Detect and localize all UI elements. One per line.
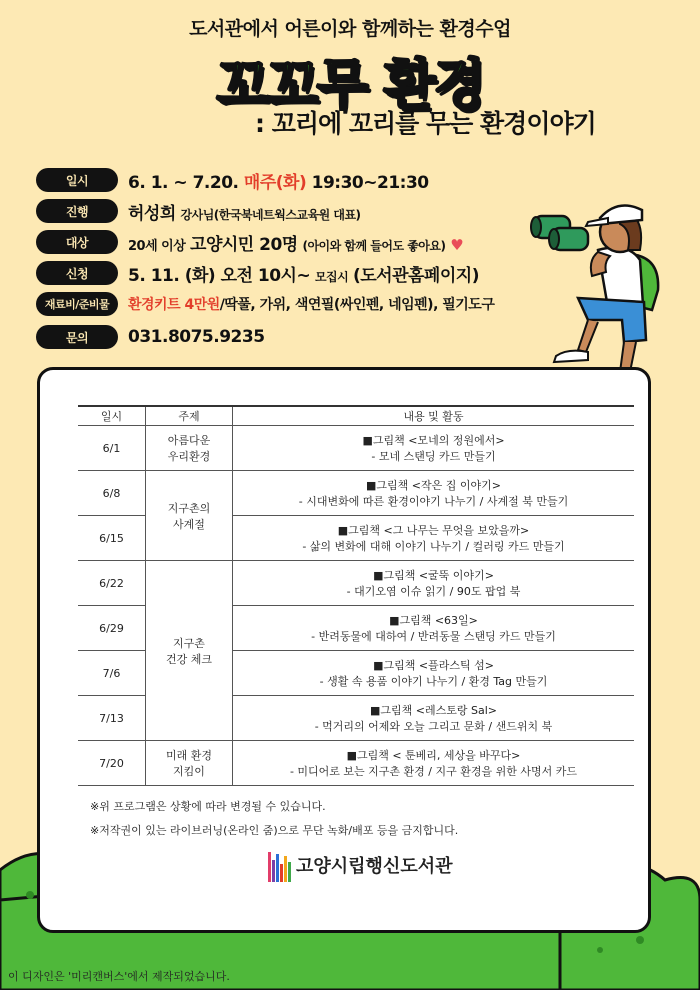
row-activity: - 모네 스탠딩 카드 만들기 <box>371 450 496 463</box>
materials-items: /딱풀, 가위, 색연필(싸인펜, 네임펜), 필기도구 <box>219 297 495 313</box>
row-date: 6/15 <box>78 516 146 561</box>
apply-date: 5. 11. (화) 오전 10시~ <box>128 265 311 286</box>
date-range: 6. 1. ~ 7.20. <box>128 172 239 193</box>
row-book: ■그림책 <레스토랑 Sal> <box>370 704 497 717</box>
row-book: ■그림책 <작은 집 이야기> <box>366 479 501 492</box>
row-book: ■그림책 <그 나무는 무엇을 보았을까> <box>337 524 530 537</box>
row-activity: - 생활 속 용품 이야기 나누기 / 환경 Tag 만들기 <box>319 675 548 688</box>
library-name: 고양시립행신도서관 <box>296 856 453 877</box>
table-row <box>78 471 634 516</box>
row-topic: 지구촌 건강 체크 <box>146 561 233 741</box>
design-credit: 이 디자인은 '미리캔버스'에서 제작되었습니다. <box>8 970 230 983</box>
apply-small: 모집시 <box>314 269 349 284</box>
host-name: 허성희 <box>128 203 176 224</box>
apply-site: (도서관홈페이지) <box>352 265 479 286</box>
label-target: 대상 <box>36 230 118 254</box>
program-subtitle: 도서관에서 어른이와 함께하는 환경수업 <box>189 18 511 40</box>
row-book: ■그림책 <모네의 정원에서> <box>362 434 505 447</box>
row-content <box>233 606 635 651</box>
binoculars-person-illustration <box>528 180 668 390</box>
program-tagline: : 꼬리에 꼬리를 무는 환경이야기 <box>255 109 596 138</box>
library-logo-mark <box>268 848 292 882</box>
row-date: 6/22 <box>78 561 146 606</box>
row-date: 7/6 <box>78 651 146 696</box>
row-activity: - 먹거리의 어제와 오늘 그리고 문화 / 샌드위치 북 <box>314 720 553 733</box>
row-activity: - 미디어로 보는 지구촌 환경 / 지구 환경을 위한 사명서 카드 <box>289 765 578 778</box>
row-content <box>233 561 635 606</box>
table-header-row <box>78 406 634 426</box>
info-row-target <box>36 229 463 255</box>
label-materials: 재료비/준비물 <box>36 292 118 316</box>
target-age: 20세 이상 <box>128 238 186 254</box>
row-activity: - 시대변화에 따른 환경이야기 나누기 / 사계절 북 만들기 <box>298 495 569 508</box>
row-book: ■그림책 <플라스틱 섬> <box>373 659 494 672</box>
table-row <box>78 426 634 471</box>
library-logo <box>268 848 453 882</box>
row-content <box>233 651 635 696</box>
host-detail: 강사님(한국북네트웍스교육원 대표) <box>180 207 361 222</box>
note-change: ※위 프로그램은 상황에 따라 변경될 수 있습니다. <box>90 800 326 813</box>
row-topic: 미래 환경 지킴이 <box>146 741 233 786</box>
target-note: (아이와 함께 들어도 좋아요) <box>302 238 446 253</box>
header-topic: 주제 <box>146 406 233 426</box>
schedule-table <box>78 405 634 786</box>
info-row-date <box>36 167 429 193</box>
row-date: 6/1 <box>78 426 146 471</box>
row-activity: - 삶의 변화에 대해 이야기 나누기 / 컬러링 카드 만들기 <box>302 540 565 553</box>
row-date: 6/29 <box>78 606 146 651</box>
date-time: 19:30~21:30 <box>311 172 429 193</box>
row-book: ■그림책 <63일> <box>389 614 478 627</box>
label-host: 진행 <box>36 199 118 223</box>
row-date: 7/20 <box>78 741 146 786</box>
materials-cost: 환경키트 4만원 <box>128 297 220 313</box>
row-topic: 아름다운 우리환경 <box>146 426 233 471</box>
table-row <box>78 561 634 606</box>
label-contact: 문의 <box>36 325 118 349</box>
row-content <box>233 741 635 786</box>
row-content <box>233 426 635 471</box>
label-apply: 신청 <box>36 261 118 285</box>
heart-icon: ♥ <box>450 235 464 254</box>
row-content <box>233 696 635 741</box>
row-activity: - 반려동물에 대하여 / 반려동물 스탠딩 카드 만들기 <box>311 630 556 643</box>
row-content <box>233 471 635 516</box>
info-row-apply <box>36 260 479 286</box>
row-activity: - 대기오염 이슈 읽기 / 90도 팝업 북 <box>346 585 521 598</box>
row-book: ■그림책 < 툰베리, 세상을 바꾸다> <box>346 749 521 762</box>
header-content: 내용 및 활동 <box>233 406 635 426</box>
label-date: 일시 <box>36 168 118 192</box>
row-book: ■그림책 <굴뚝 이야기> <box>373 569 494 582</box>
target-main: 고양시민 20명 <box>190 234 298 255</box>
row-date: 6/8 <box>78 471 146 516</box>
header-date: 일시 <box>78 406 146 426</box>
info-row-contact <box>36 324 265 350</box>
info-row-host <box>36 198 361 224</box>
row-content <box>233 516 635 561</box>
program-title: 꼬꼬무 환경 <box>216 53 484 116</box>
row-date: 7/13 <box>78 696 146 741</box>
note-copyright: ※저작권이 있는 라이브러닝(온라인 줌)으로 무단 녹화/배포 등을 금지합니다. <box>90 824 459 837</box>
contact-phone: 031.8075.9235 <box>128 327 265 347</box>
info-row-materials <box>36 291 494 317</box>
date-weekday: 매주(화) <box>243 172 307 193</box>
row-topic: 지구촌의 사계절 <box>146 471 233 561</box>
table-row <box>78 741 634 786</box>
